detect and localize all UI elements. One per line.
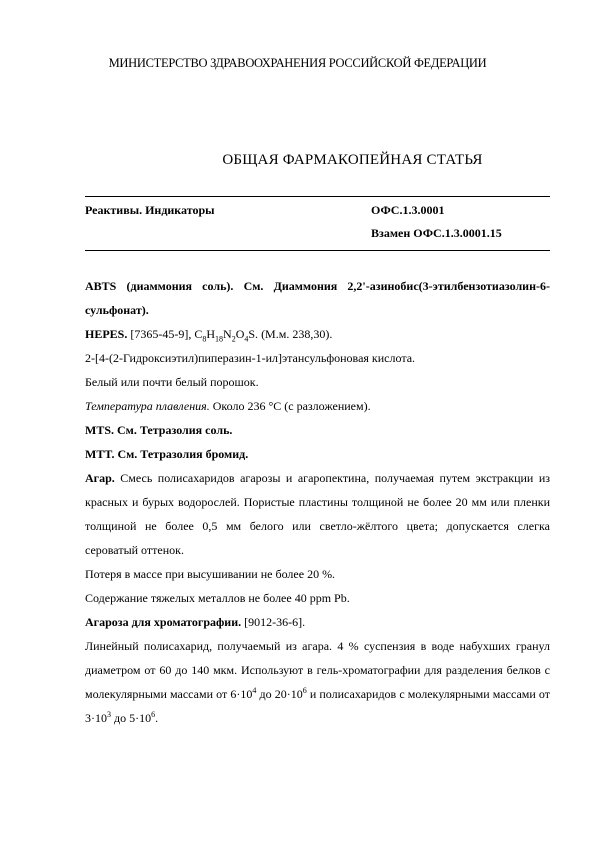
- entry-text: См. Тетразолия бромид.: [114, 447, 249, 461]
- cas-number: [9012-36-6].: [241, 615, 306, 629]
- entry-text: Смесь полисахаридов агарозы и агаропектина, получаемая путем экстракции из красных и бурых водорослей. Пористые пластины толщиной не более 20 мм или пленки толщиной не более 0,5 мм белого или светло-жёлтого цвета; допускается слегка сероватый оттенок.: [85, 471, 550, 557]
- entry-name: Агароза для хроматографии.: [85, 615, 242, 629]
- text-run: до 20·10: [256, 687, 303, 701]
- cas-number: [7365-45-9],: [127, 327, 195, 341]
- article-code: ОФС.1.3.0001: [371, 203, 445, 217]
- entry-mtt: [85, 442, 550, 466]
- hepes-melting-point: [85, 394, 550, 418]
- top-rule: [85, 196, 550, 197]
- exponent: 6: [151, 710, 156, 719]
- formula-part: H: [206, 327, 216, 341]
- bottom-rule: [85, 250, 550, 251]
- entry-hepes: [85, 322, 550, 346]
- text-run: до 5·10: [111, 711, 152, 725]
- article-type-title: ОБЩАЯ ФАРМАКОПЕЙНАЯ СТАТЬЯ: [222, 152, 483, 168]
- entry-name: ABTS: [85, 279, 117, 293]
- article-name: Реактивы. Индикаторы: [85, 203, 215, 217]
- hepes-chemical-name: 2-[4-(2-Гидроксиэтил)пиперазин-1-ил]этансульфоновая кислота.: [85, 351, 416, 365]
- formula-subscript: 2: [231, 334, 236, 344]
- melting-text: Около 236 °С (с разложением).: [209, 399, 371, 413]
- entry-agar: [85, 466, 550, 562]
- formula-part: O: [235, 327, 245, 341]
- molecular-mass: (М.м. 238,30).: [258, 327, 333, 341]
- replaces-code: Взамен ОФС.1.3.0001.15: [371, 226, 502, 240]
- entry-text: (диаммония соль). См. Диаммония 2,2'-азинобис(3-этилбензотиазолин-6-сульфонат).: [85, 279, 550, 317]
- exponent: 6: [302, 686, 307, 695]
- agar-heavy-metals: Содержание тяжелых металлов не более 40 ppm Pb.: [85, 591, 350, 605]
- article-body: [85, 274, 550, 730]
- entry-name: HEPES.: [85, 327, 128, 341]
- entry-abts: [85, 274, 550, 322]
- formula-subscript: 8: [202, 334, 207, 344]
- entry-agarose: [85, 610, 550, 634]
- exponent: 4: [252, 686, 257, 695]
- entry-name: Агар.: [85, 471, 115, 485]
- entry-mts: [85, 418, 550, 442]
- formula-part: S.: [248, 327, 259, 341]
- entry-text: . См. Тетразолия соль.: [111, 423, 233, 437]
- hepes-appearance: Белый или почти белый порошок.: [85, 375, 259, 389]
- text-run: и полисахаридов с молекулярными массами от 3·10: [85, 687, 550, 725]
- formula-part: N: [223, 327, 232, 341]
- text-run: .: [155, 711, 159, 725]
- agar-loss-on-drying: Потеря в массе при высушивании не более 20 %.: [85, 567, 336, 581]
- formula-part: C: [194, 327, 203, 341]
- entry-name: MTT.: [85, 447, 115, 461]
- formula: [194, 327, 259, 344]
- agarose-description: [85, 634, 550, 730]
- formula-subscript: 18: [215, 334, 224, 344]
- formula-subscript: 4: [244, 334, 249, 344]
- melting-label: Температура плавления.: [85, 399, 210, 413]
- text-run: Линейный полисахарид, получаемый из агара. 4 % суспензия в воде набухших гранул диаметром от 60 до 140 мкм. Используют в гель-хроматографии для разделения белков с молекулярными массами от 6·10: [85, 639, 550, 701]
- exponent: 3: [107, 710, 111, 719]
- ministry-header: МИНИСТЕРСТВО ЗДРАВООХРАНЕНИЯ РОССИЙСКОЙ ФЕДЕРАЦИИ: [108, 56, 487, 70]
- entry-name: MTS: [85, 423, 112, 437]
